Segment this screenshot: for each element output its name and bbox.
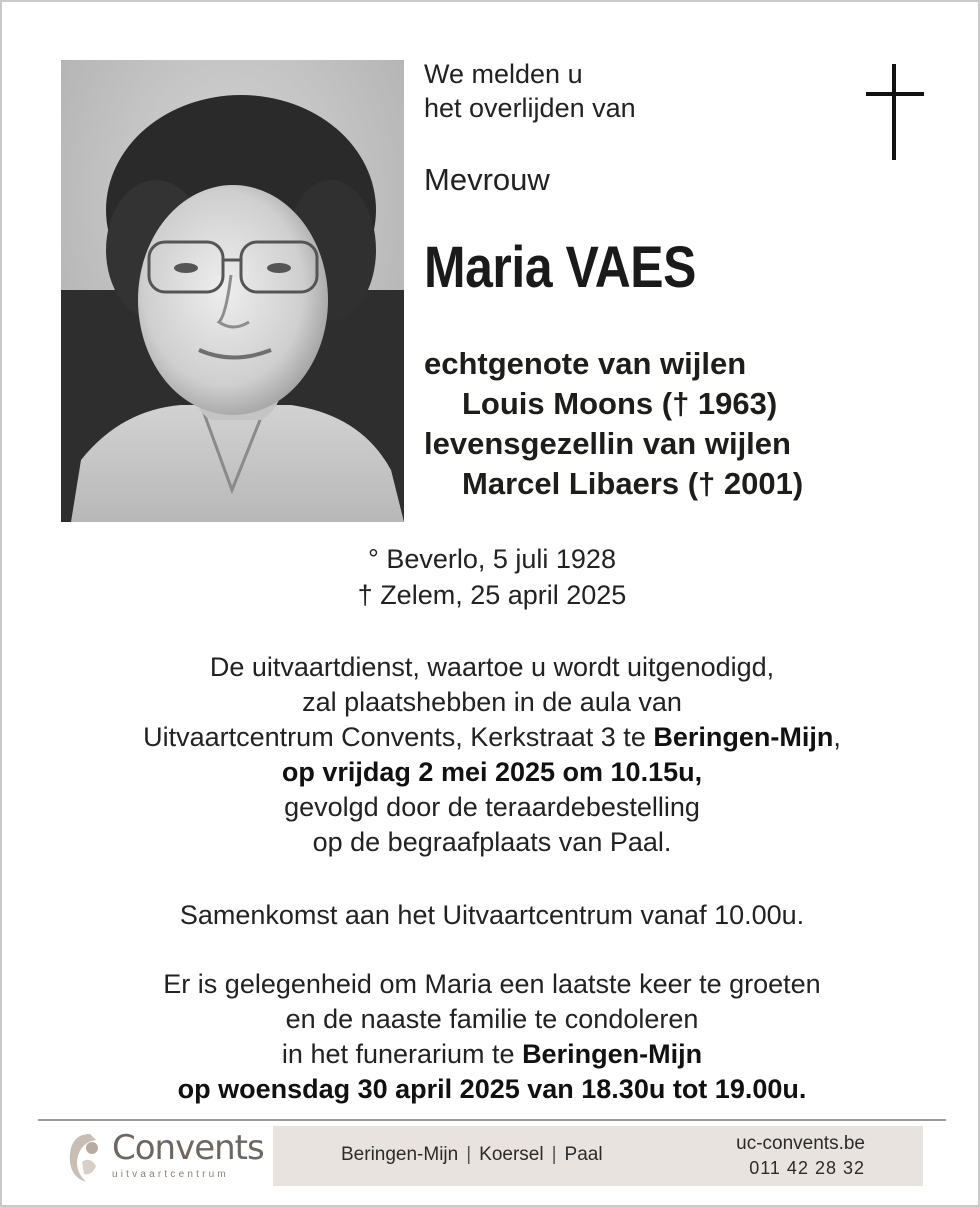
cross-icon bbox=[866, 64, 924, 160]
deceased-name: Maria VAES bbox=[424, 235, 696, 300]
relation-line-3: levensgezellin van wijlen bbox=[424, 426, 791, 461]
location-koersel: Koersel bbox=[479, 1144, 544, 1165]
service-line-3 bbox=[2, 720, 980, 755]
relation-line-2: Louis Moons († 1963) bbox=[462, 386, 778, 421]
visit-line-1: Er is gelegenheid om Maria een laatste keer te groeten bbox=[163, 969, 821, 999]
intro-line-2: het overlijden van bbox=[424, 93, 636, 123]
service-date: op vrijdag 2 mei 2025 om 10.15u, bbox=[281, 757, 703, 787]
portrait-photo bbox=[61, 60, 404, 522]
visit-date: op woensdag 30 april 2025 van 18.30u tot 19.00u. bbox=[177, 1074, 807, 1104]
intro-line-1: We melden u bbox=[424, 59, 583, 89]
death-date: † Zelem, 25 april 2025 bbox=[357, 580, 627, 610]
service-line-3-suffix: , bbox=[833, 722, 841, 752]
visit-line-3 bbox=[2, 1037, 980, 1072]
footer-divider bbox=[38, 1119, 946, 1121]
locations bbox=[341, 1144, 603, 1166]
gathering-notice: Samenkomst aan het Uitvaartcentrum vanaf 10.00u. bbox=[179, 900, 805, 930]
birth-date: ° Beverlo, 5 juli 1928 bbox=[368, 544, 616, 574]
service-details bbox=[2, 650, 980, 860]
service-line-6: op de begraafplaats van Paal. bbox=[312, 827, 672, 857]
life-dates bbox=[2, 541, 980, 613]
service-line-3-prefix: Uitvaartcentrum Convents, Kerkstraat 3 te bbox=[143, 722, 654, 752]
website: uc-convents.be bbox=[736, 1133, 865, 1154]
salutation: Mevrouw bbox=[424, 162, 550, 197]
logo-name: Convents bbox=[112, 1128, 264, 1168]
phone-number: 011 42 28 32 bbox=[749, 1158, 865, 1178]
logo-subtitle: uitvaartcentrum bbox=[112, 1169, 229, 1180]
service-line-1: De uitvaartdienst, waartoe u wordt uitgenodigd, bbox=[209, 652, 775, 682]
location-beringen: Beringen-Mijn bbox=[341, 1144, 459, 1165]
relation-line-1: echtgenote van wijlen bbox=[424, 346, 747, 381]
intro-text bbox=[424, 57, 636, 125]
relations bbox=[424, 344, 803, 504]
location-paal: Paal bbox=[564, 1144, 603, 1165]
visit-line-2: en de naaste familie te condoleren bbox=[285, 1004, 699, 1034]
footer-bar bbox=[273, 1126, 923, 1186]
location-separator: | bbox=[551, 1144, 557, 1165]
location-separator: | bbox=[466, 1144, 472, 1165]
service-place: Beringen-Mijn bbox=[653, 722, 834, 752]
visit-details bbox=[2, 967, 980, 1107]
logo-mark-icon bbox=[62, 1126, 106, 1188]
relation-line-4: Marcel Libaers († 2001) bbox=[462, 466, 804, 501]
service-line-2: zal plaatshebben in de aula van bbox=[302, 687, 682, 717]
convents-logo bbox=[62, 1126, 272, 1188]
contact-info bbox=[736, 1132, 865, 1180]
visit-place: Beringen-Mijn bbox=[522, 1039, 703, 1069]
visit-line-3-prefix: in het funerarium te bbox=[281, 1039, 523, 1069]
service-line-5: gevolgd door de teraardebestelling bbox=[284, 792, 700, 822]
